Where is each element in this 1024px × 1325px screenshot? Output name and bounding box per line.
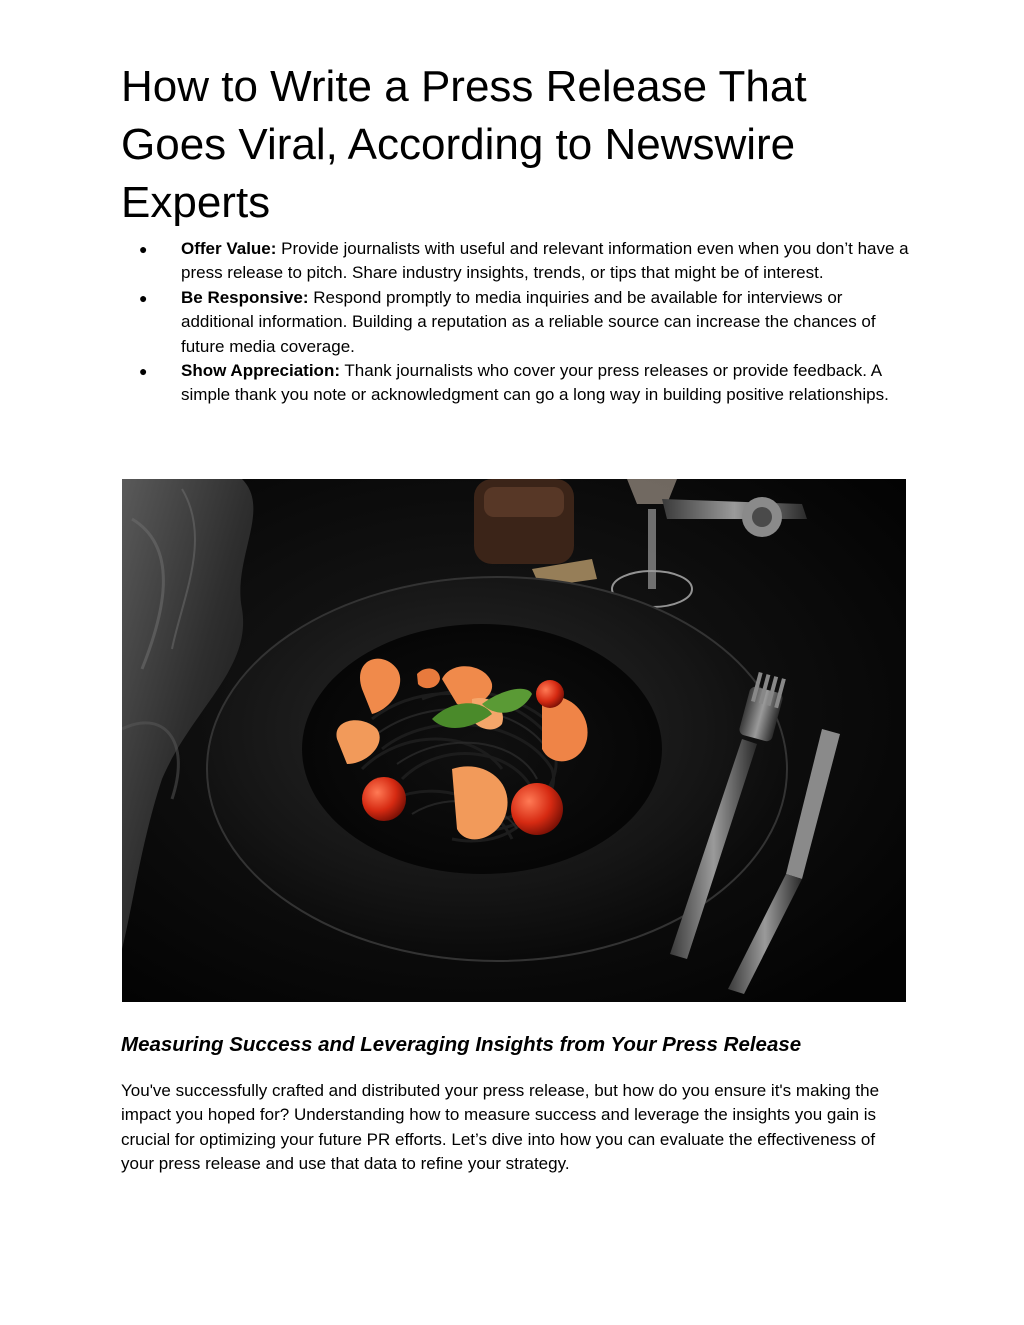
cherry-tomato <box>362 777 406 821</box>
bottle-highlight <box>484 487 564 517</box>
body-paragraph: You've successfully crafted and distributed your press release, but how do you ensure it's making the impact you hoped for? Understanding how to measure success and leverage the insights you gain is crucial for optimizing your future PR efforts. Let’s dive into how you can evaluate the effectiveness of your press release and use that data to refine your strategy. <box>121 1081 880 1174</box>
cherry-tomato <box>511 783 563 835</box>
pasta-dish-illustration <box>122 479 906 1002</box>
list-item <box>121 359 911 408</box>
wine-glass-stem <box>648 509 656 589</box>
bullet-text: Provide journalists with useful and relevant information even when you don’t have a press release to pitch. Share industry insights, trends, or tips that might be of interest. <box>181 239 909 283</box>
bullet-term: Offer Value: <box>181 239 277 258</box>
bullet-text: Respond promptly to media inquiries and be available for interviews or additional information. Building a reputation as a reliable source can increase the chances of future media coverage. <box>181 287 876 356</box>
page-title: How to Write a Press Release That Goes Viral, According to Newswire Experts <box>121 62 807 227</box>
bullet-icon: ● <box>139 289 148 306</box>
bullet-icon: ● <box>139 241 148 257</box>
cherry-tomato <box>536 680 564 708</box>
corkscrew-knob-center <box>752 507 772 527</box>
bullet-text: Thank journalists who cover your press releases or provide feedback. A simple thank you note or acknowledgment can go a long way in building positive relationships. <box>181 361 889 405</box>
bullet-term: Show Appreciation: <box>181 361 340 381</box>
section-heading: Measuring Success and Leveraging Insights from Your Press Release <box>121 1033 802 1056</box>
pasta-dish-photo <box>122 479 906 1002</box>
bullet-term: Be Responsive: <box>181 287 309 307</box>
list-item <box>121 237 911 286</box>
list-item <box>121 286 911 359</box>
bullet-icon: ● <box>139 363 148 380</box>
tips-bullet-list <box>121 237 911 408</box>
